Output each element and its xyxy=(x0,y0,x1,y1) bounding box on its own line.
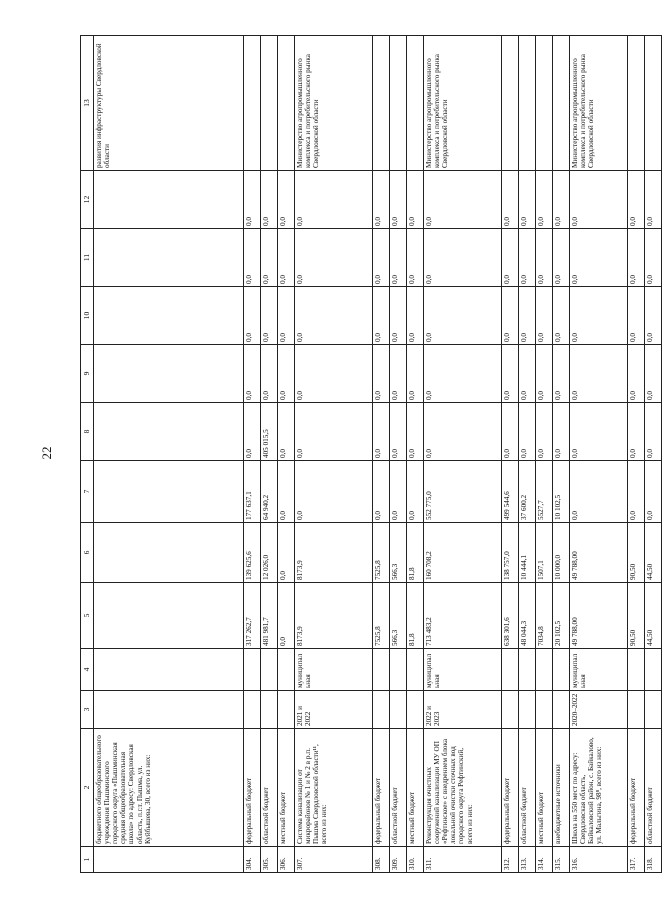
table-cell xyxy=(390,36,407,171)
table-cell: 0,0 xyxy=(502,171,519,229)
row-number-cell: 305. xyxy=(261,847,278,873)
table-cell: 0,0 xyxy=(424,403,502,461)
table-cell xyxy=(373,691,390,729)
table-cell xyxy=(261,691,278,729)
table-row xyxy=(295,36,373,873)
row-number-cell: 317. xyxy=(628,847,645,873)
table-cell: 2020–2022 xyxy=(570,691,628,729)
table-cell: Реконструкция очистных сооружений канализации МУ ОП «Рефтинское» с внедрением блока локальной очистки сточных вод городского округа Рефтинский, всего из них: xyxy=(424,729,502,847)
table-cell: 90,50 xyxy=(628,583,645,649)
table-cell: 713 483,2 xyxy=(424,583,502,649)
table-cell: 0,0 xyxy=(628,229,645,287)
row-number-cell: 309. xyxy=(390,847,407,873)
table-cell: 44,50 xyxy=(645,523,662,583)
header-cell: 11 xyxy=(81,229,94,287)
table-cell: 48 044,3 xyxy=(519,583,536,649)
table-cell: 138 757,0 xyxy=(502,523,519,583)
table-cell: 0,0 xyxy=(373,287,390,345)
rotated-table-wrapper xyxy=(80,36,655,873)
table-cell: 0,0 xyxy=(536,403,553,461)
table-cell: 0,0 xyxy=(519,229,536,287)
header-cell: 2 xyxy=(81,729,94,847)
row-number-cell: 308. xyxy=(373,847,390,873)
table-cell: 0,0 xyxy=(407,461,424,523)
table-cell xyxy=(519,649,536,691)
table-cell: 0,0 xyxy=(536,287,553,345)
table-cell xyxy=(94,171,244,229)
table-cell: 638 301,6 xyxy=(502,583,519,649)
header-cell: 12 xyxy=(81,171,94,229)
table-cell xyxy=(519,691,536,729)
table-cell xyxy=(628,691,645,729)
row-number-cell: 315. xyxy=(553,847,570,873)
table-cell: федеральный бюджет xyxy=(502,729,519,847)
table-row xyxy=(278,36,295,873)
row-number-cell: 314. xyxy=(536,847,553,873)
table-cell xyxy=(645,649,662,691)
table-cell: 0,0 xyxy=(424,171,502,229)
table-cell: 0,0 xyxy=(390,229,407,287)
table-cell: 0,0 xyxy=(278,171,295,229)
table-cell: 0,0 xyxy=(373,345,390,403)
table-stage xyxy=(80,36,655,873)
table-cell: 5527,7 xyxy=(536,461,553,523)
table-row xyxy=(628,36,645,873)
table-cell: 0,0 xyxy=(536,171,553,229)
header-cell: 3 xyxy=(81,691,94,729)
table-cell: федеральный бюджет xyxy=(373,729,390,847)
table-cell: Министерство агропромышленного комплекса и потребительского рынка Свердловской области xyxy=(424,36,502,171)
table-cell: 10 000,0 xyxy=(553,523,570,583)
table-cell xyxy=(407,649,424,691)
table-cell: 0,0 xyxy=(519,171,536,229)
table-cell: 0,0 xyxy=(261,287,278,345)
table-cell xyxy=(94,345,244,403)
table-cell: 44,50 xyxy=(645,583,662,649)
table-cell: 0,0 xyxy=(295,345,373,403)
table-cell: 90,50 xyxy=(628,523,645,583)
table-cell: 0,0 xyxy=(278,345,295,403)
table-cell: 139 625,6 xyxy=(244,523,261,583)
table-cell: федеральный бюджет xyxy=(244,729,261,847)
table-cell xyxy=(519,36,536,171)
table-cell xyxy=(502,36,519,171)
table-cell xyxy=(244,649,261,691)
header-cell: 9 xyxy=(81,345,94,403)
table-cell: 0,0 xyxy=(244,171,261,229)
table-cell: 0,0 xyxy=(244,229,261,287)
table-cell: 1507,1 xyxy=(536,523,553,583)
table-cell: 0,0 xyxy=(536,345,553,403)
table-cell: 0,0 xyxy=(628,403,645,461)
table-cell: 0,0 xyxy=(502,403,519,461)
row-number-cell: 304. xyxy=(244,847,261,873)
table-cell: Министерство агропромышленного комплекса и потребительского рынка Свердловской области xyxy=(295,36,373,171)
table-row xyxy=(519,36,536,873)
table-cell: 0,0 xyxy=(278,229,295,287)
table-cell xyxy=(536,36,553,171)
table-cell: 0,0 xyxy=(553,345,570,403)
table-cell: 0,0 xyxy=(295,229,373,287)
table-cell: 0,0 xyxy=(645,287,662,345)
table-cell xyxy=(94,691,244,729)
table-cell: 20 102,5 xyxy=(553,583,570,649)
table-cell: 0,0 xyxy=(390,403,407,461)
table-cell: 0,0 xyxy=(373,403,390,461)
table-cell: 81,8 xyxy=(407,583,424,649)
table-cell: 0,0 xyxy=(519,287,536,345)
table-row xyxy=(390,36,407,873)
table-cell: 81,8 xyxy=(407,523,424,583)
table-cell xyxy=(390,691,407,729)
table-cell: бюджетного общеобразовательного учреждения Пышминского городского округа «Пышминская средняя общеобразовательная школа» по адресу: Свердловская область, п.г.т. Пышма, ул. Куйбышева, 30, всего из них: xyxy=(94,729,244,847)
table-cell: муниципальная xyxy=(424,649,502,691)
table-cell: муниципальная xyxy=(295,649,373,691)
table-cell: 0,0 xyxy=(645,345,662,403)
row-number-cell xyxy=(94,847,244,873)
row-number-cell: 306. xyxy=(278,847,295,873)
table-cell: 0,0 xyxy=(278,287,295,345)
table-cell: 64 940,2 xyxy=(261,461,278,523)
table-cell: 0,0 xyxy=(278,403,295,461)
table-cell: 552 775,0 xyxy=(424,461,502,523)
table-cell xyxy=(94,461,244,523)
table-cell: областной бюджет xyxy=(519,729,536,847)
table-cell: 0,0 xyxy=(295,287,373,345)
table-cell: 0,0 xyxy=(244,345,261,403)
table-cell xyxy=(373,649,390,691)
table-cell: 0,0 xyxy=(553,403,570,461)
table-cell xyxy=(94,403,244,461)
table-cell: 0,0 xyxy=(424,287,502,345)
table-cell: 0,0 xyxy=(295,171,373,229)
header-cell: 5 xyxy=(81,583,94,649)
table-cell: 0,0 xyxy=(424,345,502,403)
header-cell: 4 xyxy=(81,649,94,691)
table-cell: 0,0 xyxy=(424,229,502,287)
table-cell: 0,0 xyxy=(519,345,536,403)
table-cell: 0,0 xyxy=(645,403,662,461)
header-cell: 7 xyxy=(81,461,94,523)
table-cell xyxy=(278,36,295,171)
table-cell: внебюджетные источники xyxy=(553,729,570,847)
table-cell: 566,3 xyxy=(390,583,407,649)
table-cell: 0,0 xyxy=(407,403,424,461)
table-cell xyxy=(628,36,645,171)
table-cell: 317 262,7 xyxy=(244,583,261,649)
table-cell: 0,0 xyxy=(645,461,662,523)
table-cell: 10 102,5 xyxy=(553,461,570,523)
table-cell: 0,0 xyxy=(244,403,261,461)
row-number-cell: 316. xyxy=(570,847,628,873)
table-cell xyxy=(94,523,244,583)
table-cell xyxy=(536,649,553,691)
table-cell: 0,0 xyxy=(553,171,570,229)
table-cell xyxy=(278,691,295,729)
table-cell: Школа на 550 мест по адресу: Свердловская область, Байкаловский район, с. Байкалово, ул. Мальгина, 98⁸, всего из них: xyxy=(570,729,628,847)
table-cell: 49 788,00 xyxy=(570,583,628,649)
header-cell: 8 xyxy=(81,403,94,461)
table-cell: 0,0 xyxy=(295,461,373,523)
table-cell: 0,0 xyxy=(278,523,295,583)
header-cell: 13 xyxy=(81,36,94,171)
table-cell: 0,0 xyxy=(390,461,407,523)
table-row xyxy=(553,36,570,873)
table-cell: 0,0 xyxy=(278,583,295,649)
table-row xyxy=(94,36,244,873)
table-cell: 0,0 xyxy=(570,403,628,461)
table-cell xyxy=(244,691,261,729)
table-cell: 0,0 xyxy=(407,287,424,345)
table-cell: 7034,8 xyxy=(536,583,553,649)
table-cell: 160 708,2 xyxy=(424,523,502,583)
table-cell: 12 026,0 xyxy=(261,523,278,583)
header-cell: 1 xyxy=(81,847,94,873)
table-cell: 0,0 xyxy=(373,461,390,523)
table-cell: 0,0 xyxy=(407,171,424,229)
row-number-cell: 313. xyxy=(519,847,536,873)
header-cell: 10 xyxy=(81,287,94,345)
table-cell: 0,0 xyxy=(628,345,645,403)
table-cell: федеральный бюджет xyxy=(628,729,645,847)
table-cell xyxy=(244,36,261,171)
header-cell: 6 xyxy=(81,523,94,583)
budget-table xyxy=(80,35,662,873)
table-cell: областной бюджет xyxy=(645,729,662,847)
table-cell: 405 015,5 xyxy=(261,403,278,461)
table-cell xyxy=(94,287,244,345)
table-cell: Система канализации от микрорайонов № 1 и № 2 в р.п. Пышма Свердловской области¹¹, всего из них: xyxy=(295,729,373,847)
table-row xyxy=(244,36,261,873)
table-cell xyxy=(645,691,662,729)
table-row xyxy=(570,36,628,873)
table-cell xyxy=(502,691,519,729)
table-cell: 0,0 xyxy=(553,229,570,287)
table-cell xyxy=(553,36,570,171)
table-cell: 2021 и 2022 xyxy=(295,691,373,729)
table-cell: 0,0 xyxy=(373,171,390,229)
table-cell xyxy=(261,649,278,691)
table-cell: местный бюджет xyxy=(536,729,553,847)
table-row xyxy=(645,36,662,873)
table-cell xyxy=(373,36,390,171)
table-cell xyxy=(645,36,662,171)
table-cell xyxy=(536,691,553,729)
table-cell: 0,0 xyxy=(261,171,278,229)
table-cell: 0,0 xyxy=(628,287,645,345)
table-cell xyxy=(261,36,278,171)
table-cell: 0,0 xyxy=(244,287,261,345)
table-cell: 0,0 xyxy=(390,345,407,403)
table-cell xyxy=(407,691,424,729)
table-cell: 0,0 xyxy=(519,403,536,461)
table-cell xyxy=(278,649,295,691)
table-cell: 499 544,6 xyxy=(502,461,519,523)
table-cell: 10 444,1 xyxy=(519,523,536,583)
table-cell: 0,0 xyxy=(645,229,662,287)
table-cell xyxy=(94,583,244,649)
row-number-cell: 310. xyxy=(407,847,424,873)
table-cell: 7525,8 xyxy=(373,583,390,649)
table-cell: 0,0 xyxy=(390,287,407,345)
table-cell: областной бюджет xyxy=(261,729,278,847)
table-row xyxy=(536,36,553,873)
table-cell: 0,0 xyxy=(295,403,373,461)
table-cell: 0,0 xyxy=(502,287,519,345)
table-cell: 0,0 xyxy=(373,229,390,287)
table-cell xyxy=(94,229,244,287)
table-cell: 8173,9 xyxy=(295,523,373,583)
table-cell: 0,0 xyxy=(570,229,628,287)
table-cell: 0,0 xyxy=(261,229,278,287)
table-body xyxy=(81,36,662,873)
table-cell: 0,0 xyxy=(570,287,628,345)
table-cell: 0,0 xyxy=(407,229,424,287)
table-cell: 177 637,1 xyxy=(244,461,261,523)
table-cell xyxy=(502,649,519,691)
table-cell: 0,0 xyxy=(645,171,662,229)
table-cell xyxy=(407,36,424,171)
table-row xyxy=(261,36,278,873)
table-row xyxy=(424,36,502,873)
row-number-cell: 311. xyxy=(424,847,502,873)
table-cell: 49 788,00 xyxy=(570,523,628,583)
table-cell: 0,0 xyxy=(278,461,295,523)
table-cell: 0,0 xyxy=(261,345,278,403)
table-row xyxy=(407,36,424,873)
table-cell xyxy=(390,649,407,691)
table-row xyxy=(373,36,390,873)
table-cell: муниципальная xyxy=(570,649,628,691)
table-cell: 0,0 xyxy=(628,171,645,229)
row-number-cell: 307. xyxy=(295,847,373,873)
table-cell: 0,0 xyxy=(502,229,519,287)
table-cell: 481 981,7 xyxy=(261,583,278,649)
table-cell: 8173,9 xyxy=(295,583,373,649)
table-cell: 7525,8 xyxy=(373,523,390,583)
header-row xyxy=(81,36,94,873)
table-cell xyxy=(94,649,244,691)
table-cell: 0,0 xyxy=(390,171,407,229)
table-cell: 0,0 xyxy=(628,461,645,523)
table-cell: местный бюджет xyxy=(407,729,424,847)
table-cell: 0,0 xyxy=(502,345,519,403)
table-cell xyxy=(553,691,570,729)
table-cell: местный бюджет xyxy=(278,729,295,847)
table-cell: развития инфраструктуры Свердловской области xyxy=(94,36,244,171)
table-cell: 0,0 xyxy=(553,287,570,345)
table-cell: 2022 и 2023 xyxy=(424,691,502,729)
table-cell: 0,0 xyxy=(570,171,628,229)
table-cell: Министерство агропромышленного комплекса и потребительского рынка Свердловской области xyxy=(570,36,628,171)
table-cell: 566,3 xyxy=(390,523,407,583)
table-cell: 0,0 xyxy=(570,461,628,523)
table-cell: 37 600,2 xyxy=(519,461,536,523)
table-cell: 0,0 xyxy=(570,345,628,403)
table-cell: 0,0 xyxy=(536,229,553,287)
table-cell xyxy=(553,649,570,691)
table-cell: 0,0 xyxy=(407,345,424,403)
table-row xyxy=(502,36,519,873)
table-cell xyxy=(628,649,645,691)
row-number-cell: 312. xyxy=(502,847,519,873)
table-cell: областной бюджет xyxy=(390,729,407,847)
page-number: 22 xyxy=(39,446,54,460)
row-number-cell: 318. xyxy=(645,847,662,873)
